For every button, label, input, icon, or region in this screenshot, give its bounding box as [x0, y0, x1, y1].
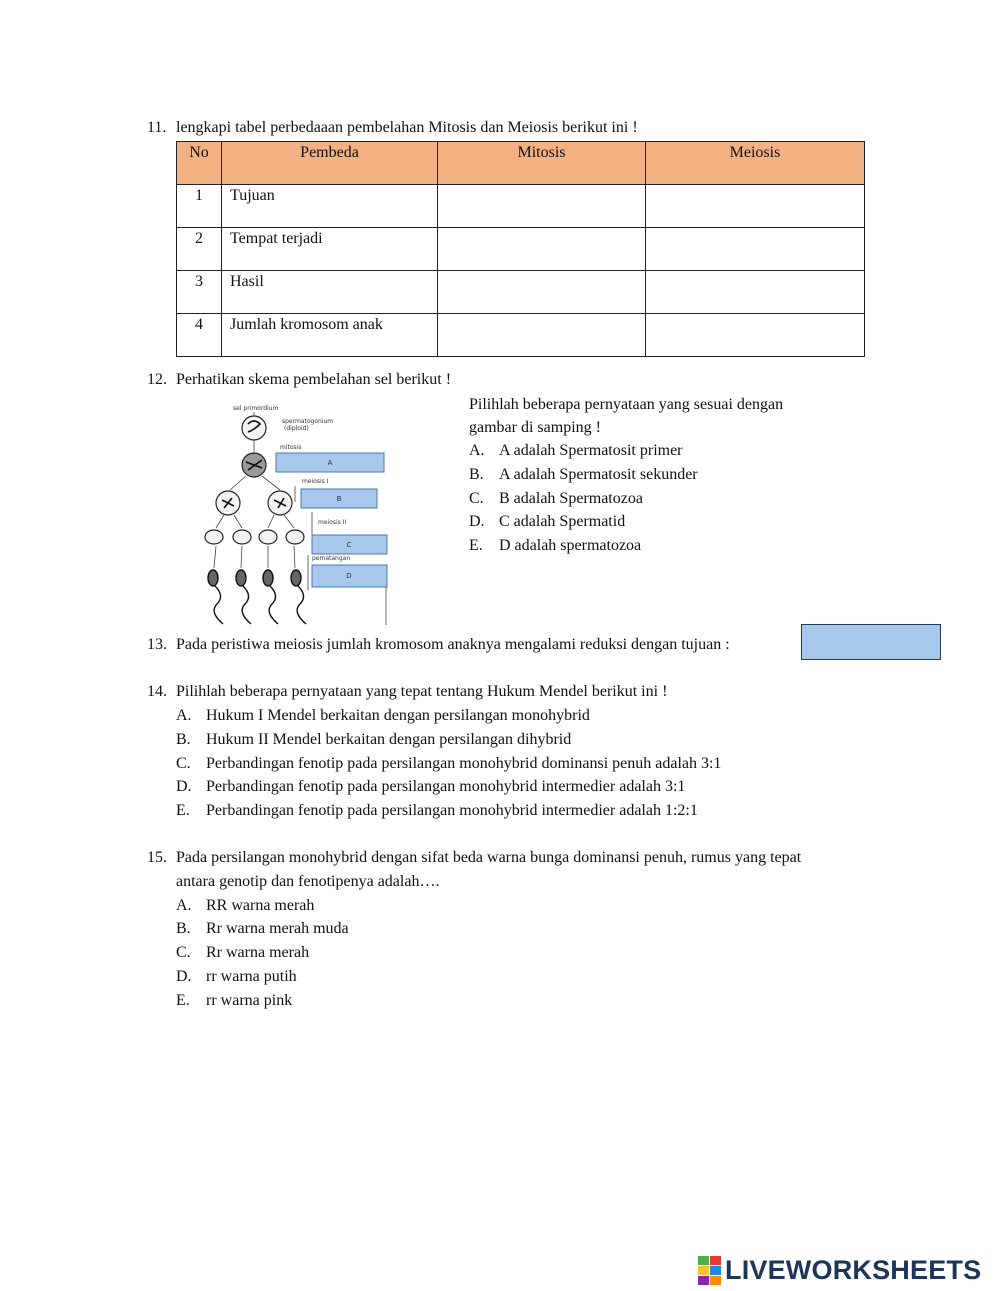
logo-blocks-icon	[698, 1256, 721, 1285]
q15-text-line1: Pada persilangan monohybrid dengan sifat beda warna bunga dominansi penuh, rumus yang tepat	[176, 849, 802, 866]
option-letter: B.	[469, 466, 484, 483]
option-text: B adalah Spermatozoa	[499, 490, 643, 507]
sperm-head	[236, 570, 246, 586]
logo-block	[710, 1276, 721, 1285]
q14-text: Pilihlah beberapa pernyataan yang tepat tentang Hukum Mendel berikut ini !	[176, 683, 668, 700]
arrow-line	[230, 476, 246, 490]
label-spermatogonium: spermatogonium	[282, 418, 334, 425]
logo-block	[698, 1276, 709, 1285]
arrow-line	[216, 515, 224, 528]
q14-option-d[interactable]	[176, 778, 685, 796]
arrow-line	[214, 546, 216, 568]
liveworksheets-logo	[698, 1255, 981, 1285]
q12-option-d[interactable]	[469, 513, 625, 531]
option-letter: D.	[176, 968, 192, 985]
sperm-tail	[214, 586, 223, 624]
option-text: rr warna pink	[206, 992, 293, 1009]
option-text: C adalah Spermatid	[499, 513, 626, 530]
row-number: 4	[177, 314, 222, 357]
row-pembeda: Jumlah kromosom anak	[222, 314, 438, 357]
sperm-tail	[269, 586, 278, 624]
arrow-line	[284, 515, 294, 528]
row-pembeda: Hasil	[222, 271, 438, 314]
option-text: RR warna merah	[206, 897, 315, 914]
option-text: D adalah spermatozoa	[499, 537, 642, 554]
option-text: Rr warna merah muda	[206, 920, 349, 937]
mitosis-answer-cell[interactable]	[438, 271, 646, 314]
q14-number: 14.	[147, 683, 167, 700]
box-c-label: C	[346, 541, 352, 549]
option-letter: A.	[176, 707, 192, 724]
header-pembeda: Pembeda	[222, 142, 438, 185]
arrow-line	[234, 515, 242, 528]
option-text: Perbandingan fenotip pada persilangan monohybrid intermedier adalah 3:1	[206, 778, 686, 795]
label-mitosis: mitosis	[280, 444, 302, 451]
option-letter: C.	[176, 755, 191, 772]
option-text: A adalah Spermatosit primer	[499, 442, 683, 459]
sperm-head	[208, 570, 218, 586]
label-diploid: (diploid)	[284, 425, 309, 432]
sperm-tail	[297, 586, 306, 624]
option-letter: B.	[176, 920, 191, 937]
q15-option-e[interactable]	[176, 992, 292, 1010]
box-b-label: B	[336, 495, 342, 503]
meiosis-answer-cell[interactable]	[646, 228, 865, 271]
option-letter: E.	[176, 802, 190, 819]
sperm-head	[263, 570, 273, 586]
mitosis-answer-cell[interactable]	[438, 185, 646, 228]
arrow-line	[262, 476, 280, 490]
sperm-tail	[242, 586, 251, 624]
row-pembeda: Tempat terjadi	[222, 228, 438, 271]
label-primordial: sel primordium	[233, 405, 279, 412]
q15-option-a[interactable]	[176, 897, 314, 915]
q12-instruction-line1: Pilihlah beberapa pernyataan yang sesuai dengan	[469, 396, 784, 413]
meiosis-answer-cell[interactable]	[646, 185, 865, 228]
mitosis-answer-cell[interactable]	[438, 314, 646, 357]
row-number: 2	[177, 228, 222, 271]
spermatid-cell	[205, 530, 223, 544]
logo-text: LIVEWORKSHEETS	[725, 1254, 982, 1285]
option-letter: C.	[176, 944, 191, 961]
q15-text-line2: antara genotip dan fenotipenya adalah….	[176, 873, 440, 890]
arrow-line	[268, 515, 274, 528]
q13-number: 13.	[147, 636, 167, 653]
row-number: 1	[177, 185, 222, 228]
option-letter: A.	[469, 442, 485, 459]
label-meiosis2: meiosis II	[318, 519, 347, 526]
option-text: Perbandingan fenotip pada persilangan monohybrid dominansi penuh adalah 3:1	[206, 755, 722, 772]
sperm-head	[291, 570, 301, 586]
row-number: 3	[177, 271, 222, 314]
q12-number: 12.	[147, 371, 167, 388]
option-letter: C.	[469, 490, 484, 507]
arrow-line	[241, 546, 242, 568]
table-row	[177, 228, 865, 271]
spermatid-cell	[233, 530, 251, 544]
label-meiosis1: meiosis I	[302, 478, 329, 485]
q14-option-b[interactable]	[176, 731, 571, 749]
box-a-label: A	[327, 459, 333, 467]
q12-instruction-line2: gambar di samping !	[469, 419, 601, 436]
arrow-line	[294, 546, 295, 568]
option-text: Hukum I Mendel berkaitan dengan persilangan monohybrid	[206, 707, 590, 724]
q14-option-e[interactable]	[176, 802, 698, 820]
header-mitosis: Mitosis	[438, 142, 646, 185]
table-row	[177, 185, 865, 228]
q13-answer-input[interactable]	[801, 624, 941, 660]
q15-option-b[interactable]	[176, 920, 349, 938]
option-letter: E.	[176, 992, 190, 1009]
option-text: A adalah Spermatosit sekunder	[499, 466, 698, 483]
meiosis-answer-cell[interactable]	[646, 314, 865, 357]
q12-option-c[interactable]	[469, 490, 643, 508]
q12-text: Perhatikan skema pembelahan sel berikut !	[176, 371, 452, 388]
q11-text: lengkapi tabel perbedaaan pembelahan Mitosis dan Meiosis berikut ini !	[176, 119, 638, 136]
q12-option-a[interactable]	[469, 442, 683, 460]
spermatid-cell	[259, 530, 277, 544]
option-letter: E.	[469, 537, 483, 554]
table-row	[177, 271, 865, 314]
q14-option-a[interactable]	[176, 707, 590, 725]
spermatid-cell	[286, 530, 304, 544]
q15-option-c[interactable]	[176, 944, 309, 962]
table-row	[177, 314, 865, 357]
row-pembeda: Tujuan	[222, 185, 438, 228]
label-maturation: pematangan	[312, 555, 351, 562]
option-text: Rr warna merah	[206, 944, 310, 961]
q12-option-b[interactable]	[469, 466, 698, 484]
logo-block	[710, 1266, 721, 1275]
q14-option-c[interactable]	[176, 755, 721, 773]
logo-block	[698, 1266, 709, 1275]
q13-text: Pada peristiwa meiosis jumlah kromosom anaknya mengalami reduksi dengan tujuan :	[176, 636, 730, 653]
q11-number: 11.	[147, 119, 167, 136]
mitosis-answer-cell[interactable]	[438, 228, 646, 271]
option-letter: B.	[176, 731, 191, 748]
box-d-label: D	[346, 572, 352, 580]
q15-option-d[interactable]	[176, 968, 297, 986]
table-header-row	[177, 142, 865, 185]
q12-option-e[interactable]	[469, 537, 641, 555]
logo-block	[698, 1256, 709, 1265]
logo-block	[710, 1256, 721, 1265]
spermatogenesis-diagram	[200, 400, 392, 626]
header-no: No	[177, 142, 222, 185]
meiosis-answer-cell[interactable]	[646, 271, 865, 314]
option-letter: D.	[176, 778, 192, 795]
option-text: Perbandingan fenotip pada persilangan monohybrid intermedier adalah 1:2:1	[206, 802, 698, 819]
q15-number: 15.	[147, 849, 167, 866]
option-letter: A.	[176, 897, 192, 914]
primordial-cell	[242, 416, 266, 440]
option-text: Hukum II Mendel berkaitan dengan persilangan dihybrid	[206, 731, 572, 748]
option-text: rr warna putih	[206, 968, 297, 985]
difference-table	[176, 141, 865, 357]
option-letter: D.	[469, 513, 485, 530]
header-meiosis: Meiosis	[646, 142, 865, 185]
